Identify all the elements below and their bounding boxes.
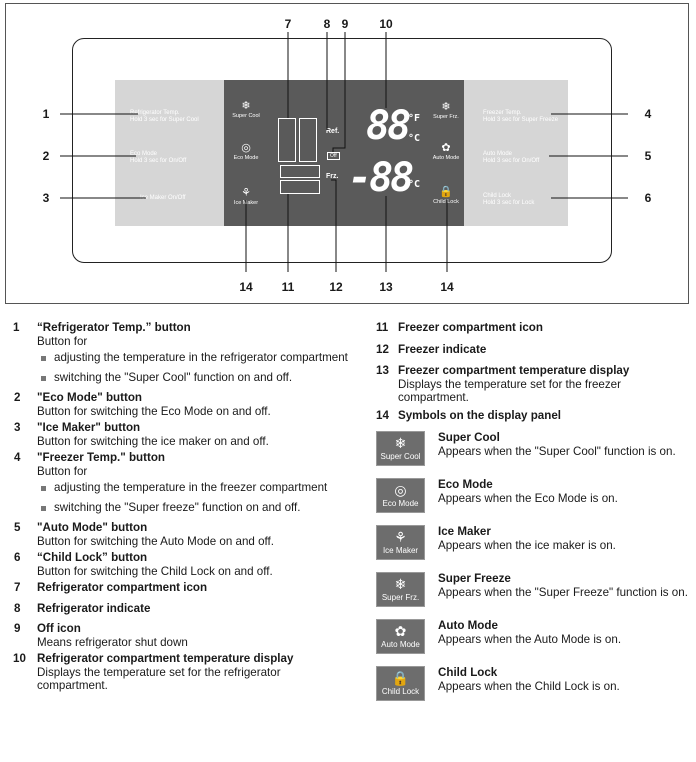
item-6 xyxy=(14,551,354,578)
symbol-title: Eco Mode xyxy=(438,478,493,491)
item-5 xyxy=(14,521,354,548)
symbol-box xyxy=(376,666,425,701)
symbol-title: Child Lock xyxy=(438,666,498,679)
symbol-text xyxy=(438,572,696,599)
symbol-box xyxy=(376,525,425,560)
child-lock-icon: 🔒 xyxy=(391,670,410,686)
button-subtitle: Hold 3 sec for Lock xyxy=(483,200,535,206)
auto-mode-icon: ✿ xyxy=(441,142,451,154)
callout-13: 13 xyxy=(379,280,393,294)
ice-maker-icon: ⚘ xyxy=(394,529,407,545)
item-desc: Button for switching the Child Lock on and off. xyxy=(37,564,273,578)
symbol-box xyxy=(376,619,425,654)
item-9 xyxy=(14,622,354,649)
icon-label: Eco Mode xyxy=(233,155,259,161)
item-title: Symbols on the display panel xyxy=(398,408,561,422)
symbol-label: Super Frz. xyxy=(381,593,420,602)
item-title: "Eco Mode" button xyxy=(37,391,143,404)
item-desc: Button for switching the Auto Mode on and off. xyxy=(37,534,274,548)
item-1 xyxy=(14,321,354,384)
item-title: Freezer compartment temperature display xyxy=(398,364,630,377)
callout-lines xyxy=(0,0,696,310)
item-number: 7 xyxy=(14,581,21,594)
item-7 xyxy=(14,581,354,595)
callout-9: 9 xyxy=(341,17,349,31)
symbol-desc: Appears when the Auto Mode is on. xyxy=(438,632,622,646)
symbol-desc: Appears when the ice maker is on. xyxy=(438,538,616,552)
item-11 xyxy=(376,321,692,335)
symbol-eco-mode xyxy=(376,478,692,525)
item-number: 6 xyxy=(14,551,21,564)
symbol-super-freeze xyxy=(376,572,692,619)
symbol-label: Auto Mode xyxy=(381,640,420,649)
symbol-text xyxy=(438,431,696,458)
symbol-title: Auto Mode xyxy=(438,619,498,632)
unit-c-label: °C xyxy=(408,133,421,144)
bullet: switching the "Super freeze" function on and off. xyxy=(37,501,354,515)
callout-line-9 xyxy=(333,32,345,152)
symbol-text xyxy=(438,666,696,693)
callout-4: 4 xyxy=(644,107,652,121)
ref-indicator: Ref. xyxy=(326,128,340,135)
lock-icon: 🔒 xyxy=(439,186,453,198)
item-12 xyxy=(376,343,692,357)
item-title: "Ice Maker" button xyxy=(37,421,141,434)
item-number: 14 xyxy=(376,408,389,422)
icon-label: Auto Mode xyxy=(432,155,460,161)
auto-mode-icon: ✿ xyxy=(394,623,407,639)
item-title: Refrigerator indicate xyxy=(37,601,151,615)
item-14 xyxy=(376,409,692,423)
icon-label: Ice Maker xyxy=(233,200,259,206)
off-icon: Off xyxy=(327,152,340,160)
bullet: adjusting the temperature in the freezer compartment xyxy=(37,481,354,495)
item-title: Refrigerator compartment temperature display xyxy=(37,652,294,665)
callout-8: 8 xyxy=(323,17,331,31)
callout-11: 11 xyxy=(281,280,295,294)
item-number: 1 xyxy=(13,321,20,334)
item-number: 3 xyxy=(14,421,21,434)
symbol-text xyxy=(438,525,696,552)
bullet: switching the "Super Cool" function on and off. xyxy=(37,371,354,385)
item-3 xyxy=(14,421,354,448)
symbol-label: Ice Maker xyxy=(382,546,419,555)
symbol-box xyxy=(376,431,425,466)
super-cool-icon: ❄ xyxy=(394,435,407,451)
callout-6: 6 xyxy=(644,191,652,205)
super-freeze-icon: ❄ xyxy=(394,576,407,592)
symbol-text xyxy=(438,619,696,646)
symbol-title: Ice Maker xyxy=(438,525,491,538)
button-title: Refrigerator Temp. xyxy=(130,110,180,116)
left-description-column xyxy=(14,321,354,693)
symbol-desc: Appears when the "Super Freeze" function is on. xyxy=(438,585,688,599)
item-desc: Button for xyxy=(37,334,88,348)
frz-indicator: Frz. xyxy=(326,173,339,180)
symbol-list xyxy=(376,431,692,713)
item-4 xyxy=(14,451,354,514)
item-number: 13 xyxy=(376,364,389,377)
callout-14-left: 14 xyxy=(239,280,253,294)
item-title: Refrigerator compartment icon xyxy=(37,581,208,594)
item-desc: Displays the temperature set for the refrigerator compartment. xyxy=(37,665,281,692)
icon-label: Super Frz. xyxy=(433,114,459,120)
button-subtitle: Hold 3 sec for On/Off xyxy=(483,158,540,164)
symbol-desc: Appears when the Child Lock is on. xyxy=(438,679,620,693)
button-title: Eco Mode xyxy=(130,151,158,157)
callout-7: 7 xyxy=(284,17,292,31)
snowflake-icon: ❄ xyxy=(241,100,251,112)
freezer-temp-display: -88 xyxy=(348,155,412,201)
callout-5: 5 xyxy=(644,149,652,163)
eco-mode-icon: ◎ xyxy=(394,482,407,498)
item-title: “Child Lock” button xyxy=(37,551,148,564)
callout-14-right: 14 xyxy=(440,280,454,294)
item-10 xyxy=(14,652,354,693)
item-title: "Auto Mode" button xyxy=(37,521,148,534)
icon-label: Super Cool xyxy=(232,113,260,119)
item-desc: Button for switching the Eco Mode on and off. xyxy=(37,404,271,418)
item-number: 2 xyxy=(14,391,21,404)
item-desc: Button for xyxy=(37,464,88,478)
callout-2: 2 xyxy=(42,149,50,163)
symbol-super-cool xyxy=(376,431,692,478)
symbol-box xyxy=(376,478,425,513)
callout-12: 12 xyxy=(329,280,343,294)
symbol-ice-maker xyxy=(376,525,692,572)
symbol-label: Eco Mode xyxy=(382,499,419,508)
item-title: "Freezer Temp." button xyxy=(37,451,166,464)
symbol-title: Super Cool xyxy=(438,431,500,444)
item-title: Freezer indicate xyxy=(398,342,487,356)
item-desc: Means refrigerator shut down xyxy=(37,635,188,649)
ice-cubes-icon: ⚘ xyxy=(241,187,251,199)
callout-line-12 xyxy=(331,180,336,272)
bullet: adjusting the temperature in the refrigerator compartment xyxy=(37,351,354,365)
symbol-title: Super Freeze xyxy=(438,572,511,585)
item-2 xyxy=(14,391,354,418)
unit-f-label: °F xyxy=(408,113,421,124)
item-13 xyxy=(376,364,692,405)
item-title: Off icon xyxy=(37,622,81,635)
symbol-auto-mode xyxy=(376,619,692,666)
item-number: 12 xyxy=(376,342,389,356)
item-title: Freezer compartment icon xyxy=(398,321,543,334)
symbol-desc: Appears when the Eco Mode is on. xyxy=(438,491,618,505)
callout-10: 10 xyxy=(379,17,393,31)
item-title: “Refrigerator Temp.” button xyxy=(37,321,191,334)
button-subtitle: Hold 3 sec for Super Cool xyxy=(130,117,199,123)
item-number: 10 xyxy=(13,652,26,665)
symbol-label: Child Lock xyxy=(381,687,420,696)
callout-3: 3 xyxy=(42,191,50,205)
button-subtitle: Hold 3 sec for Super Freeze xyxy=(483,117,559,123)
unit-c-label-freezer: °C xyxy=(408,179,421,190)
item-8 xyxy=(14,602,354,616)
button-title: Ice Maker On/Off xyxy=(140,195,186,201)
item-number: 5 xyxy=(14,521,21,534)
right-description-column xyxy=(376,321,692,713)
snowflake-icon: ❄ xyxy=(441,101,451,113)
item-number: 8 xyxy=(14,601,21,615)
callout-1: 1 xyxy=(42,107,50,121)
eco-leaf-icon: ◎ xyxy=(241,142,251,154)
button-title: Child Lock xyxy=(483,193,512,199)
item-number: 11 xyxy=(376,321,389,334)
button-subtitle: Hold 3 sec for On/Off xyxy=(130,158,187,164)
symbol-child-lock xyxy=(376,666,692,713)
symbol-desc: Appears when the "Super Cool" function is on. xyxy=(438,444,676,458)
symbol-label: Super Cool xyxy=(380,452,421,461)
icon-label: Child Lock xyxy=(433,199,459,205)
item-number: 9 xyxy=(14,622,21,635)
item-desc: Button for switching the ice maker on and off. xyxy=(37,434,269,448)
button-title: Auto Mode xyxy=(483,151,513,157)
symbol-box xyxy=(376,572,425,607)
item-desc: Displays the temperature set for the freezer compartment. xyxy=(398,377,621,404)
refrigerator-temp-display: 88 xyxy=(366,103,409,149)
symbol-text xyxy=(438,478,696,505)
item-number: 4 xyxy=(14,451,21,464)
button-title: Freezer Temp. xyxy=(483,110,522,116)
